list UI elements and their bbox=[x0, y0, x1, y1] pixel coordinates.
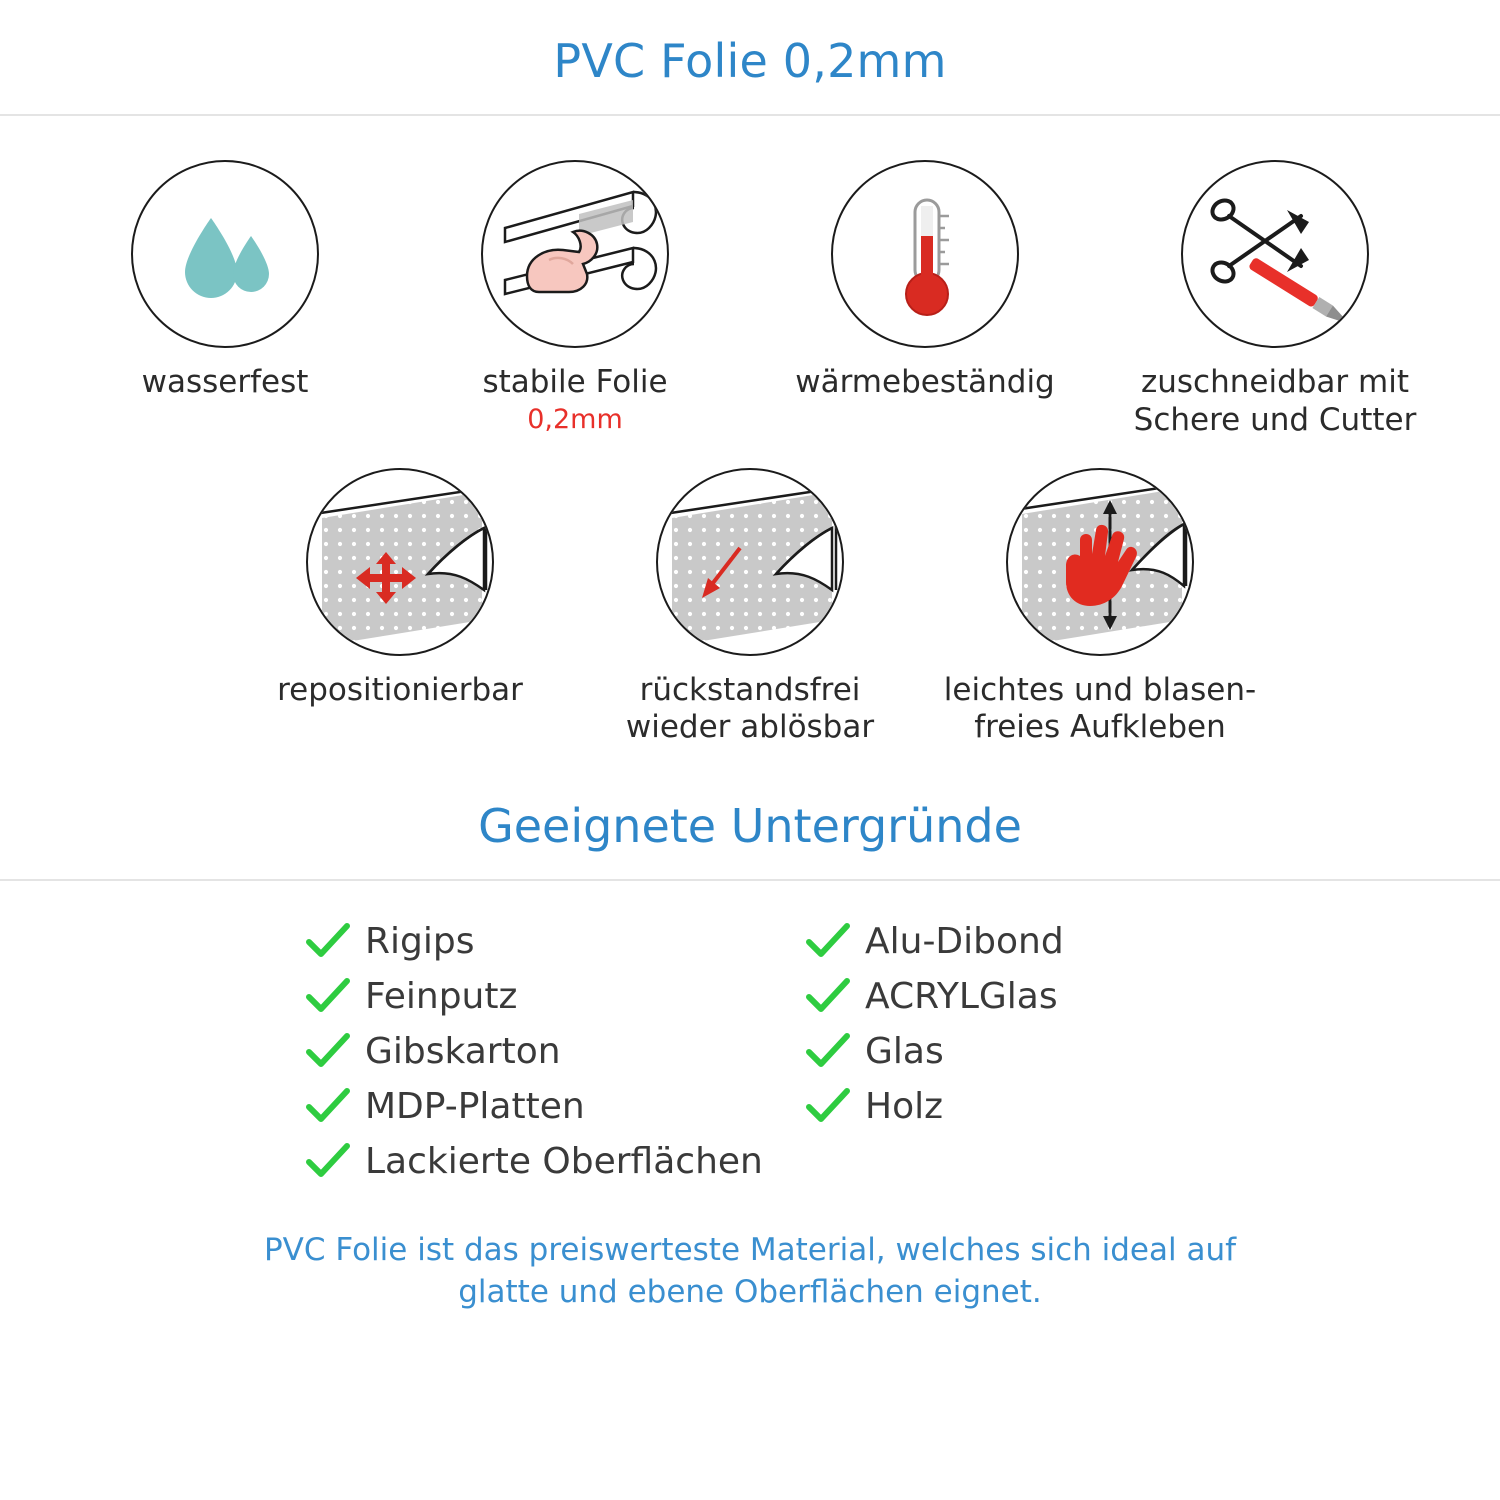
list-item bbox=[805, 1086, 1195, 1127]
scissors-cutter-icon bbox=[1181, 160, 1369, 348]
reposition-arrows-icon bbox=[306, 468, 494, 656]
hand-smooth-icon bbox=[1006, 468, 1194, 656]
check-icon bbox=[305, 1087, 351, 1127]
list-item bbox=[305, 1086, 695, 1127]
list-item bbox=[805, 921, 1195, 962]
feature-rueckstandsfrei bbox=[575, 468, 925, 748]
feature-wasserfest bbox=[50, 160, 400, 402]
substrates-column-right bbox=[805, 921, 1195, 1196]
divider-middle bbox=[0, 879, 1500, 881]
substrates-list bbox=[0, 921, 1500, 1196]
feature-label: wasserfest bbox=[141, 364, 309, 400]
list-item bbox=[305, 1141, 763, 1183]
feature-repositionierbar bbox=[225, 468, 575, 710]
feature-stabile-folie bbox=[400, 160, 750, 435]
list-item-label: Lackierte Oberflächen bbox=[365, 1141, 763, 1183]
list-item bbox=[805, 1031, 1195, 1072]
feature-aufkleben bbox=[925, 468, 1275, 748]
list-item-label: MDP-Platten bbox=[365, 1086, 585, 1128]
check-icon bbox=[305, 1032, 351, 1072]
water-drops-icon bbox=[131, 160, 319, 348]
feature-label: wärmebeständig bbox=[795, 364, 1055, 400]
feature-label: leichtes und blasen- freies Aufkleben bbox=[943, 671, 1257, 746]
page-title: PVC Folie 0,2mm bbox=[553, 34, 947, 88]
feature-grid bbox=[0, 160, 1500, 747]
thermometer-icon bbox=[831, 160, 1019, 348]
list-item bbox=[305, 921, 695, 962]
feature-waermebestaendig bbox=[750, 160, 1100, 402]
check-icon bbox=[805, 1032, 851, 1072]
list-item-label: Rigips bbox=[365, 921, 475, 963]
footnote-line-1: PVC Folie ist das preiswerteste Material, welches sich ideal auf bbox=[263, 1232, 1237, 1269]
section-title-substrates: Geeignete Untergründe bbox=[478, 799, 1022, 854]
list-item bbox=[305, 976, 695, 1017]
flexing-arm-film-icon bbox=[481, 160, 669, 348]
check-icon bbox=[305, 922, 351, 962]
feature-label: stabile Folie bbox=[482, 364, 668, 400]
check-icon bbox=[805, 977, 851, 1017]
feature-label: rückstandsfrei wieder ablösbar bbox=[625, 671, 875, 746]
list-item bbox=[805, 976, 1195, 1017]
peel-off-arrow-icon bbox=[656, 468, 844, 656]
substrates-column-left bbox=[305, 921, 763, 1196]
list-item-label: Alu-Dibond bbox=[865, 921, 1064, 963]
footnote bbox=[0, 1230, 1500, 1314]
feature-row-1 bbox=[0, 160, 1500, 440]
check-icon bbox=[305, 977, 351, 1017]
feature-zuschneidbar bbox=[1100, 160, 1450, 440]
footnote-line-2: glatte und ebene Oberflächen eignet. bbox=[458, 1274, 1042, 1311]
check-icon bbox=[305, 1142, 351, 1182]
check-icon bbox=[805, 1087, 851, 1127]
check-icon bbox=[805, 922, 851, 962]
list-item-label: Holz bbox=[865, 1086, 943, 1128]
feature-sublabel: 0,2mm bbox=[527, 403, 623, 435]
feature-label: zuschneidbar mit Schere und Cutter bbox=[1133, 364, 1417, 438]
list-item bbox=[305, 1031, 695, 1072]
list-item-label: Gibskarton bbox=[365, 1031, 561, 1073]
feature-label: repositionierbar bbox=[277, 671, 523, 708]
list-item-label: ACRYLGlas bbox=[865, 976, 1058, 1018]
list-item-label: Glas bbox=[865, 1031, 944, 1073]
feature-row-2 bbox=[0, 468, 1500, 748]
list-item-label: Feinputz bbox=[365, 976, 518, 1018]
divider-top bbox=[0, 114, 1500, 116]
